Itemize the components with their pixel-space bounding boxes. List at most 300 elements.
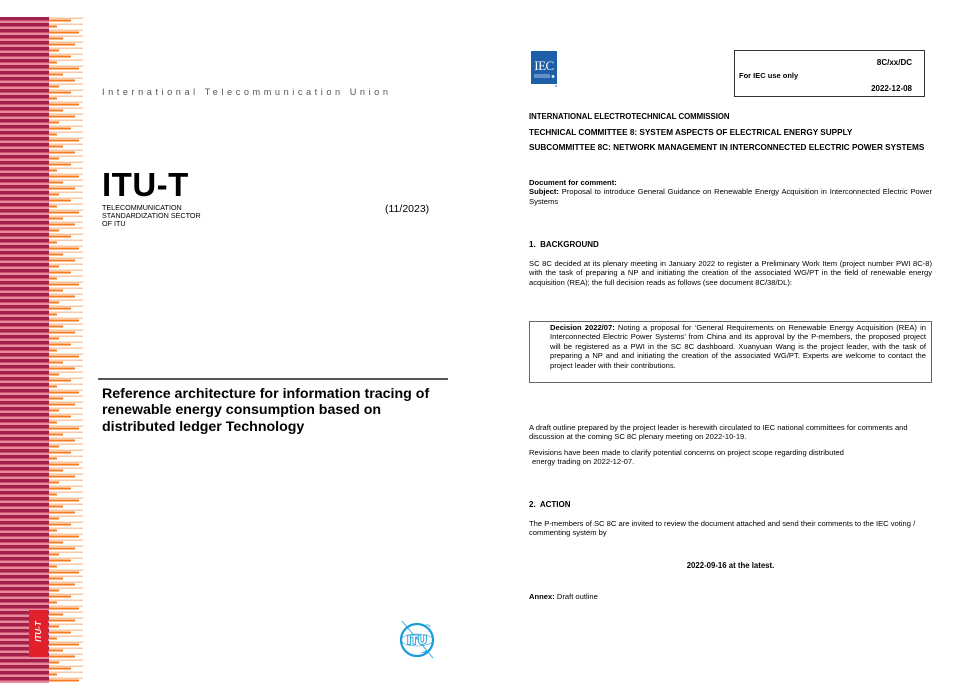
stripe-light — [0, 237, 49, 240]
stripe-orange — [49, 584, 75, 586]
stripe-light — [0, 141, 49, 144]
stripe-orange — [49, 236, 71, 238]
stripe-peach — [49, 42, 83, 44]
stripe-orange — [49, 188, 75, 190]
stripe-peach — [49, 630, 83, 632]
stripe-orange — [49, 56, 71, 58]
stripe-orange — [49, 656, 75, 658]
decision-box — [529, 321, 932, 383]
stripe-dark — [0, 371, 49, 375]
stripe-light — [0, 507, 49, 510]
stripe-dark — [0, 587, 49, 591]
stripe-light — [0, 315, 49, 318]
stripe-dark — [0, 101, 49, 105]
stripe-light — [0, 405, 49, 408]
stripe-peach — [49, 150, 83, 152]
stripe-light — [0, 459, 49, 462]
stripe-dark — [0, 95, 49, 99]
stripe-light — [0, 363, 49, 366]
stripe-peach — [49, 288, 83, 290]
stripe-peach — [49, 102, 83, 104]
stripe-orange — [49, 80, 75, 82]
stripe-dark — [0, 215, 49, 219]
stripe-peach — [49, 234, 83, 236]
stripe-peach — [49, 240, 83, 242]
doc-for-comment-label: Document for comment: — [529, 178, 617, 187]
stripe-peach — [49, 366, 83, 368]
stripe-peach — [49, 204, 83, 206]
stripe-peach — [49, 492, 83, 494]
stripe-orange — [49, 68, 79, 70]
stripe-light — [0, 255, 49, 258]
stripe-orange — [49, 104, 79, 106]
stripe-dark — [0, 251, 49, 255]
stripe-peach — [49, 576, 83, 578]
stripe-orange — [49, 482, 59, 484]
stripe-dark — [0, 209, 49, 213]
stripe-orange — [49, 158, 59, 160]
stripe-dark — [0, 257, 49, 261]
stripe-peach — [49, 18, 83, 20]
stripe-orange — [49, 356, 79, 358]
stripe-peach — [49, 462, 83, 464]
stripe-orange — [49, 176, 79, 178]
stripe-orange — [49, 278, 57, 280]
stripe-peach — [49, 270, 83, 272]
stripe-light — [0, 537, 49, 540]
stripe-peach — [49, 516, 83, 518]
subject — [529, 187, 932, 206]
stripe-dark — [0, 125, 49, 129]
stripe-peach — [49, 306, 83, 308]
stripe-peach — [49, 54, 83, 56]
title-line: distributed ledger Technology — [102, 418, 305, 435]
stripe-peach — [49, 378, 83, 380]
stripe-dark — [0, 341, 49, 345]
background-paragraph: SC 8C decided at its plenary meeting in January 2022 to register a Preliminary Work Item (project number PWI 8C-8) with the task of preparing a NP and initiating the creation of the associated WG/PT in the field of renewable energy acquisition (REA); the full decision reads as follows (see document 8C/38/DL): — [529, 259, 932, 287]
stripe-dark — [0, 455, 49, 459]
stripe-dark — [0, 359, 49, 363]
stripe-peach — [49, 312, 83, 314]
stripe-dark — [0, 533, 49, 537]
stripe-dark — [0, 461, 49, 465]
stripe-orange — [49, 134, 57, 136]
stripe-light — [0, 129, 49, 132]
sector-name — [102, 204, 242, 229]
stripe-light — [0, 279, 49, 282]
action-paragraph: The P-members of SC 8C are invited to review the document attached and send their comments to the IEC voting / commenting system by — [529, 519, 916, 538]
stripe-dark — [0, 71, 49, 75]
deadline: 2022-09-16 at the latest. — [686, 561, 775, 570]
stripe-dark — [0, 437, 49, 441]
stripe-orange — [49, 320, 79, 322]
stripe-peach — [49, 360, 83, 362]
stripe-dark — [0, 497, 49, 501]
stripe-peach — [49, 354, 83, 356]
stripe-light — [0, 441, 49, 444]
stripe-light — [0, 99, 49, 102]
stripe-orange — [49, 146, 63, 148]
stripe-light — [0, 117, 49, 120]
stripe-peach — [49, 174, 83, 176]
stripe-peach — [49, 546, 83, 548]
stripe-peach — [49, 408, 83, 410]
stripe-orange — [49, 212, 79, 214]
stripe-peach — [49, 252, 83, 254]
stripe-orange — [49, 602, 57, 604]
stripe-peach — [49, 594, 83, 596]
stripe-dark — [0, 317, 49, 321]
stripe-dark — [0, 23, 49, 27]
stripe-light — [0, 675, 49, 678]
stripe-orange — [49, 62, 57, 64]
stripe-peach — [49, 648, 83, 650]
stripe-light — [0, 591, 49, 594]
stripe-light — [0, 57, 49, 60]
stripe-dark — [0, 185, 49, 189]
stripe-orange — [49, 116, 75, 118]
stripe-orange — [49, 260, 75, 262]
stripe-dark — [0, 395, 49, 399]
stripe-orange — [49, 416, 71, 418]
stripe-dark — [0, 569, 49, 573]
stripe-dark — [0, 389, 49, 393]
document-reference: 8C/xx/DC — [876, 58, 912, 67]
stripe-peach — [49, 558, 83, 560]
stripe-light — [0, 357, 49, 360]
stripe-peach — [49, 498, 83, 500]
stripe-peach — [49, 582, 83, 584]
subject-text: Proposal to introduce General Guidance on Renewable Energy Acquisition in Interconnected Electric Power Systems — [529, 187, 932, 206]
stripe-dark — [0, 179, 49, 183]
stripe-peach — [49, 402, 83, 404]
stripe-dark — [0, 143, 49, 147]
stripe-orange — [49, 122, 59, 124]
iec-logo-text: IEC — [534, 58, 554, 73]
stripe-light — [0, 183, 49, 186]
stripe-dark — [0, 353, 49, 357]
stripe-light — [0, 249, 49, 252]
subject-label: Subject: — [529, 187, 559, 197]
stripe-peach — [49, 264, 83, 266]
stripe-light — [0, 39, 49, 42]
stripe-peach — [49, 30, 83, 32]
stripe-orange — [49, 224, 75, 226]
stripe-light — [0, 219, 49, 222]
stripe-dark — [0, 347, 49, 351]
stripe-orange — [49, 350, 57, 352]
sector-code: ITU-T — [102, 166, 189, 203]
stripe-light — [0, 27, 49, 30]
stripe-dark — [0, 401, 49, 405]
stripe-orange — [49, 440, 75, 442]
stripe-light — [0, 51, 49, 54]
stripe-dark — [0, 245, 49, 249]
stripe-dark — [0, 311, 49, 315]
stripe-light — [0, 159, 49, 162]
stripe-light — [0, 153, 49, 156]
stripe-peach — [49, 138, 83, 140]
stripe-dark — [0, 581, 49, 585]
stripe-peach — [49, 486, 83, 488]
stripe-orange — [49, 218, 63, 220]
stripe-light — [0, 75, 49, 78]
stripe-dark — [0, 263, 49, 267]
stripe-orange — [49, 428, 79, 430]
stripe-orange — [49, 674, 57, 676]
stripe-light — [0, 453, 49, 456]
stripe-orange — [49, 326, 63, 328]
stripe-light — [0, 417, 49, 420]
stripe-peach — [49, 426, 83, 428]
stripe-peach — [49, 570, 83, 572]
stripe-peach — [49, 294, 83, 296]
stripe-light — [0, 471, 49, 474]
stripe-dark — [0, 599, 49, 603]
iec-logo-icon — [531, 51, 557, 87]
stripe-light — [0, 189, 49, 192]
stripe-peach — [49, 186, 83, 188]
stripe-peach — [49, 84, 83, 86]
stripe-light — [0, 573, 49, 576]
stripe-dark — [0, 575, 49, 579]
stripe-light — [0, 585, 49, 588]
stripe-light — [0, 555, 49, 558]
stripe-light — [0, 525, 49, 528]
stripe-dark — [0, 167, 49, 171]
stripe-orange — [49, 110, 63, 112]
stripe-peach — [49, 246, 83, 248]
stripe-orange — [49, 32, 79, 34]
stripe-orange — [49, 404, 75, 406]
stripe-light — [0, 93, 49, 96]
stripe-light — [0, 663, 49, 666]
stripe-orange — [49, 464, 79, 466]
stripe-dark — [0, 29, 49, 33]
stripe-light — [0, 69, 49, 72]
stripe-light — [0, 351, 49, 354]
stripe-light — [0, 105, 49, 108]
itu-logo-text: ITU — [407, 633, 427, 647]
stripe-dark — [0, 113, 49, 117]
stripe-light — [0, 273, 49, 276]
stripe-light — [0, 309, 49, 312]
stripe-dark — [0, 329, 49, 333]
stripe-peach — [49, 606, 83, 608]
stripe-light — [0, 411, 49, 414]
stripe-peach — [49, 156, 83, 158]
stripe-orange — [49, 242, 57, 244]
stripe-peach — [49, 678, 83, 680]
stripe-light — [0, 567, 49, 570]
stripe-orange — [49, 194, 59, 196]
stripe-orange — [49, 452, 71, 454]
stripe-dark — [0, 47, 49, 51]
stripe-dark — [0, 41, 49, 45]
stripe-orange — [49, 518, 59, 520]
stripe-dark — [0, 443, 49, 447]
stripe-peach — [49, 666, 83, 668]
stripe-peach — [49, 24, 83, 26]
stripe-orange — [49, 524, 71, 526]
stripe-orange — [49, 554, 59, 556]
stripe-orange — [49, 632, 71, 634]
stripe-dark — [0, 281, 49, 285]
stripe-dark — [0, 305, 49, 309]
stripe-dark — [0, 35, 49, 39]
stripe-orange — [49, 590, 59, 592]
stripe-peach — [49, 660, 83, 662]
stripe-orange — [49, 488, 71, 490]
stripe-dark — [0, 119, 49, 123]
stripe-orange — [49, 362, 63, 364]
stripe-peach — [49, 318, 83, 320]
stripe-light — [0, 297, 49, 300]
stripe-dark — [0, 677, 49, 681]
stripe-light — [0, 495, 49, 498]
iec-reference-box — [734, 50, 925, 97]
stripe-light — [0, 477, 49, 480]
stripe-orange — [49, 386, 57, 388]
stripe-dark — [0, 539, 49, 543]
stripe-peach — [49, 342, 83, 344]
stripe-dark — [0, 527, 49, 531]
stripe-orange — [49, 266, 59, 268]
stripe-peach — [49, 324, 83, 326]
stripe-dark — [0, 449, 49, 453]
stripe-dark — [0, 107, 49, 111]
stripe-light — [0, 21, 49, 24]
document-title — [102, 386, 462, 435]
stripe-dark — [0, 473, 49, 477]
stripe-orange — [49, 548, 75, 550]
stripe-dark — [0, 197, 49, 201]
committee-line: TECHNICAL COMMITTEE 8: SYSTEM ASPECTS OF ELECTRICAL ENERGY SUPPLY — [529, 128, 853, 137]
stripe-light — [0, 165, 49, 168]
stripe-dark — [0, 515, 49, 519]
stripe-dark — [0, 467, 49, 471]
stripe-light — [0, 543, 49, 546]
stripe-orange — [49, 164, 71, 166]
stripe-orange — [49, 446, 59, 448]
stripe-dark — [0, 227, 49, 231]
stripe-peach — [49, 420, 83, 422]
stripe-dark — [0, 203, 49, 207]
stripe-light — [0, 669, 49, 672]
stripe-orange — [49, 578, 63, 580]
stripe-dark — [0, 521, 49, 525]
stripe-light — [0, 603, 49, 606]
stripe-light — [0, 195, 49, 198]
stripe-light — [0, 63, 49, 66]
stripe-peach — [49, 96, 83, 98]
stripe-peach — [49, 510, 83, 512]
stripe-orange — [49, 500, 79, 502]
stripe-light — [0, 513, 49, 516]
stripe-light — [0, 33, 49, 36]
stripe-dark — [0, 173, 49, 177]
stripe-peach — [49, 330, 83, 332]
stripe-dark — [0, 287, 49, 291]
stripe-dark — [0, 299, 49, 303]
stripe-orange — [49, 38, 63, 40]
stripe-light — [0, 261, 49, 264]
stripe-dark — [0, 491, 49, 495]
stripe-dark — [0, 407, 49, 411]
stripe-peach — [49, 390, 83, 392]
edition-date: (11/2023) — [385, 203, 430, 215]
stripe-dark — [0, 275, 49, 279]
stripe-orange — [49, 98, 57, 100]
stripe-peach — [49, 534, 83, 536]
stripe-peach — [49, 192, 83, 194]
stripe-dark — [0, 335, 49, 339]
organization-line: INTERNATIONAL ELECTROTECHNICAL COMMISSION — [529, 112, 730, 121]
subcommittee-line: SUBCOMMITTEE 8C: NETWORK MANAGEMENT IN INTERCONNECTED ELECTRIC POWER SYSTEMS — [529, 143, 925, 152]
sector-name-line: STANDARDIZATION SECTOR — [102, 211, 201, 221]
stripe-light — [0, 111, 49, 114]
stripe-light — [0, 597, 49, 600]
stripe-orange — [49, 26, 57, 28]
stripe-orange — [49, 182, 63, 184]
stripe-peach — [49, 258, 83, 260]
stripe-peach — [49, 222, 83, 224]
stripe-dark — [0, 233, 49, 237]
stripe-orange — [49, 344, 71, 346]
itu-logo-icon — [396, 618, 438, 660]
stripe-orange — [49, 638, 57, 640]
decision-text: Noting a proposal for ‘General Requirements on Renewable Energy Acquisition (REA) in Interconnected Electric Power Systems’ from China and its approval by the P-members, the proposed project will be registered as a PWI in the SC 8C dashboard. Xuanyuan Wang is the project leader, with the task of preparing a NP and and initiating the creation of the associated WG/PT. Experts are welcome to contact the project leader with their contributions. — [550, 323, 926, 370]
stripe-peach — [49, 108, 83, 110]
stripe-peach — [49, 384, 83, 386]
stripe-light — [0, 303, 49, 306]
stripe-peach — [49, 72, 83, 74]
stripe-peach — [49, 198, 83, 200]
stripe-peach — [49, 474, 83, 476]
stripe-light — [0, 87, 49, 90]
stripe-light — [0, 171, 49, 174]
stripe-dark — [0, 131, 49, 135]
stripe-dark — [0, 89, 49, 93]
stripe-dark — [0, 17, 49, 21]
stripe-orange — [49, 254, 63, 256]
stripe-light — [0, 387, 49, 390]
stripe-light — [0, 381, 49, 384]
title-line: renewable energy consumption based on — [102, 402, 382, 419]
stripe-orange — [49, 152, 75, 154]
stripe-light — [0, 339, 49, 342]
decorative-stripe-band — [0, 17, 84, 683]
draft-paragraph: A draft outline prepared by the project leader is herewith circulated to IEC national committees for comments and discussion at the coming SC 8C plenary meeting on 2022-10-19. — [529, 423, 908, 442]
document-date: 2022-12-08 — [871, 84, 912, 93]
stripe-dark — [0, 269, 49, 273]
stripe-light — [0, 201, 49, 204]
stripe-orange — [49, 338, 59, 340]
stripe-orange — [49, 434, 63, 436]
stripe-dark — [0, 413, 49, 417]
stripe-light — [0, 393, 49, 396]
stripe-peach — [49, 144, 83, 146]
stripe-dark — [0, 149, 49, 153]
stripe-peach — [49, 600, 83, 602]
stripe-dark — [0, 671, 49, 675]
stripe-light — [0, 561, 49, 564]
stripe-peach — [49, 216, 83, 218]
stripe-peach — [49, 132, 83, 134]
stripe-dark — [0, 419, 49, 423]
stripe-peach — [49, 228, 83, 230]
stripe-peach — [49, 522, 83, 524]
